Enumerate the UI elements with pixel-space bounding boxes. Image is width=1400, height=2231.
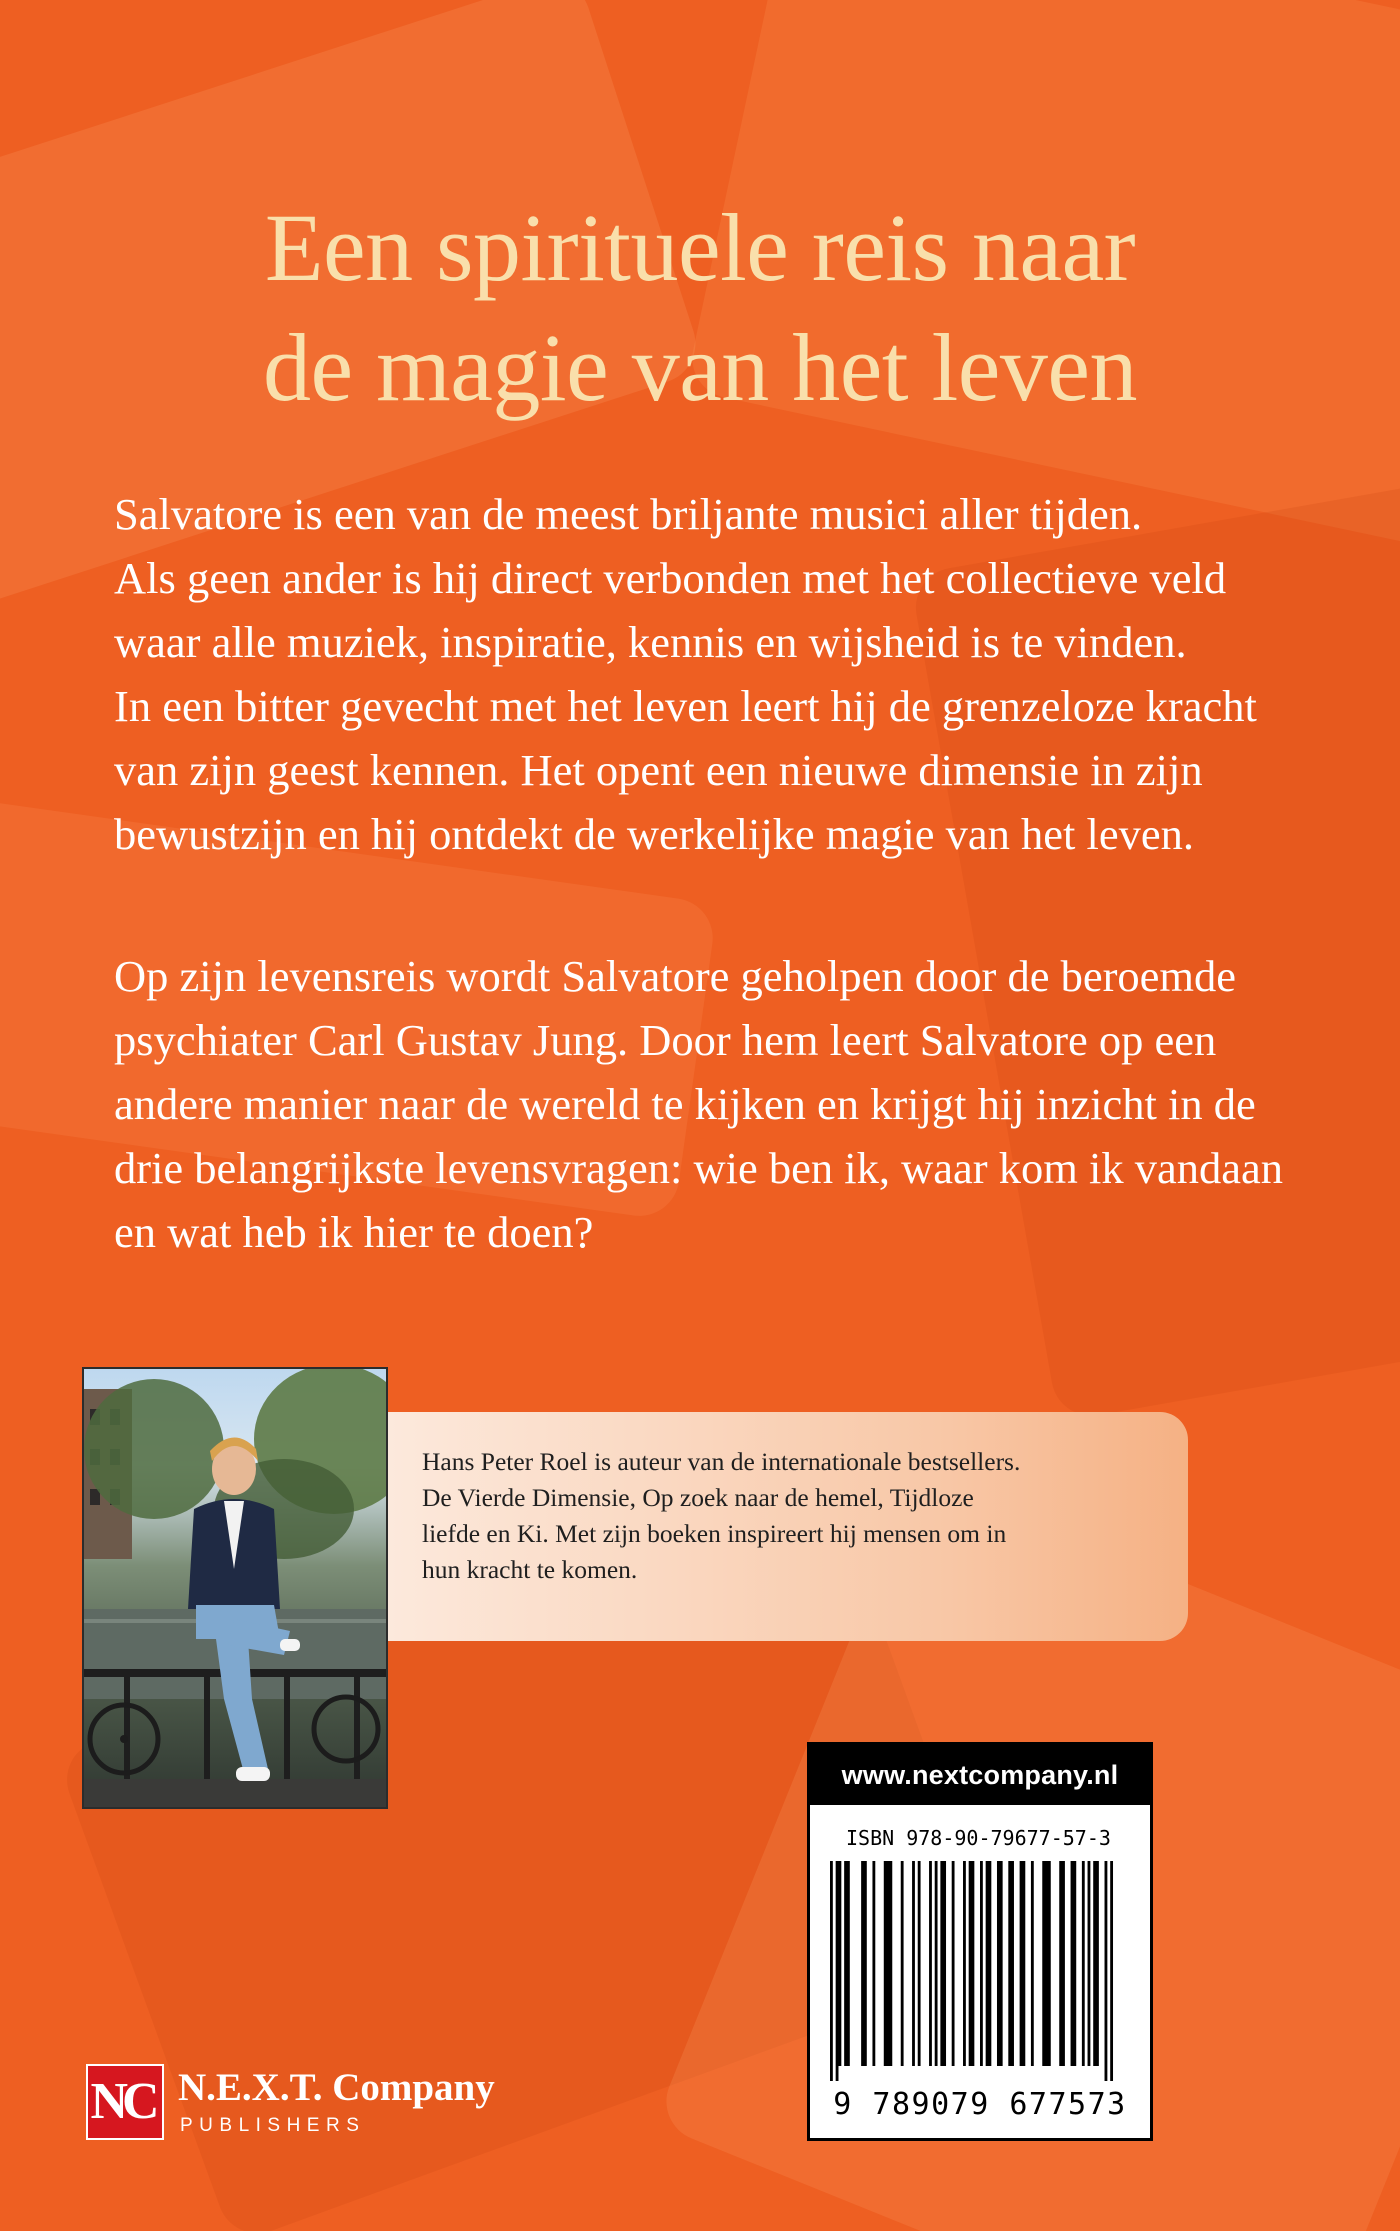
barcode-icon <box>830 1861 1130 2081</box>
isbn-label: ISBN 978-90-79677-57-3 <box>846 1826 1111 1850</box>
author-bio-line: De Vierde Dimensie, Op zoek naar de hemel, Tijdloze <box>422 1483 974 1512</box>
publisher-logo <box>86 2064 506 2144</box>
headline-line: Een spirituele reis naar <box>264 194 1136 301</box>
blurb-line: waar alle muziek, inspiratie, kennis en wijsheid is te vinden. <box>114 617 1187 667</box>
ean-digits: 9 789079 677573 <box>833 2087 1127 2122</box>
blurb-line: andere manier naar de wereld te kijken en krijgt hij inzicht in de <box>114 1079 1256 1129</box>
author-bio-box <box>388 1412 1188 1641</box>
blurb-line: bewustzijn en hij ontdekt de werkelijke magie van het leven. <box>114 809 1195 859</box>
blurb-line: Salvatore is een van de meest briljante musici aller tijden. <box>114 489 1143 539</box>
blurb-line: psychiater Carl Gustav Jung. Door hem leert Salvatore op een <box>114 1015 1217 1065</box>
publisher-website[interactable]: www.nextcompany.nl <box>810 1745 1150 1805</box>
barcode-panel <box>807 1742 1153 2141</box>
headline-line: de magie van het leven <box>263 314 1137 421</box>
author-bio-line: liefde en Ki. Met zijn boeken inspireert hij mensen om in <box>422 1519 1007 1548</box>
publisher-name: N.E.X.T. Company <box>178 2066 495 2109</box>
headline <box>0 188 1400 428</box>
blurb-line: drie belangrijkste levensvragen: wie ben ik, waar kom ik vandaan <box>114 1143 1283 1193</box>
blurb-line: van zijn geest kennen. Het opent een nieuwe dimensie in zijn <box>114 745 1203 795</box>
author-bio-line: hun kracht te komen. <box>422 1555 638 1584</box>
publisher-logo-mark: NC <box>86 2064 164 2140</box>
blurb-line: Op zijn levensreis wordt Salvatore geholpen door de beroemde <box>114 951 1237 1001</box>
author-photo-illustration <box>84 1369 386 1807</box>
blurb-line: en wat heb ik hier te doen? <box>114 1207 594 1257</box>
author-bio-line: Hans Peter Roel is auteur van de internationale bestsellers. <box>422 1447 1021 1476</box>
blurb-paragraph-1 <box>114 482 1274 866</box>
blurb-line: In een bitter gevecht met het leven leert hij de grenzeloze kracht <box>114 681 1257 731</box>
publisher-tagline: PUBLISHERS <box>180 2115 366 2136</box>
blurb-line: Als geen ander is hij direct verbonden met het collectieve veld <box>114 553 1227 603</box>
blurb-paragraph-2 <box>114 944 1283 1264</box>
author-photo <box>82 1367 388 1809</box>
